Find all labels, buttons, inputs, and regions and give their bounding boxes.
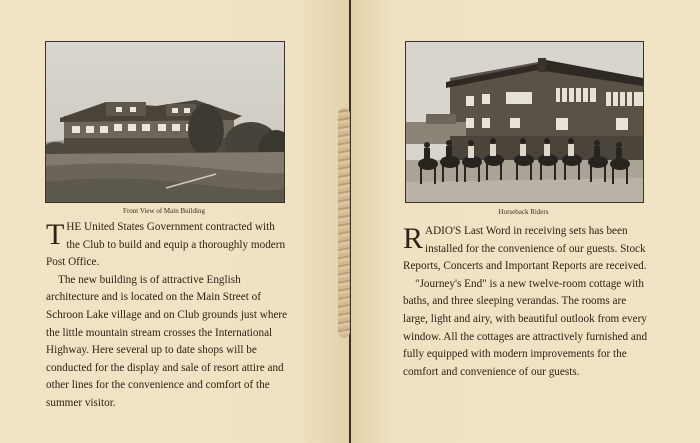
binding-thread [338, 108, 350, 338]
horseback-riders-caption: Horseback Riders [498, 208, 549, 216]
left-paragraph-1: THE United States Government contracted with the Club to build and equip a thoroughly modern Post Office. [46, 218, 286, 269]
left-dropcap: T [46, 218, 65, 251]
right-paragraph-2: "Journey's End" is a new twelve-room cottage with baths, and three sleeping verandas. The rooms are large, light and airy, with beautiful outlook from every window. All the cottages are attractively furnished and fully equipped with modern improvements for the comfort and convenience of our guests. [403, 277, 648, 378]
right-article [403, 223, 649, 381]
main-building-photo [45, 41, 285, 203]
horseback-riders-photo [405, 41, 644, 203]
left-article [46, 219, 290, 413]
left-page [0, 0, 349, 443]
right-dropcap: R [403, 222, 424, 255]
main-building-caption: Front View of Main Building [123, 207, 205, 215]
right-page [351, 0, 700, 443]
left-paragraph-2: The new building is of attractive English architecture and is located on the Main Street of Schroon Lake village and on Club grounds just where the little mountain stream crosses the International Highway. Here several up to date shops will be conducted for the display and sale of resort attire and other lines for the convenience and comfort of the summer visitor. [46, 273, 288, 409]
right-paragraph-1: RADIO'S Last Word in receiving sets has been installed for the convenience of our guests. Stock Reports, Concerts and Important Reports are received. [403, 222, 647, 273]
